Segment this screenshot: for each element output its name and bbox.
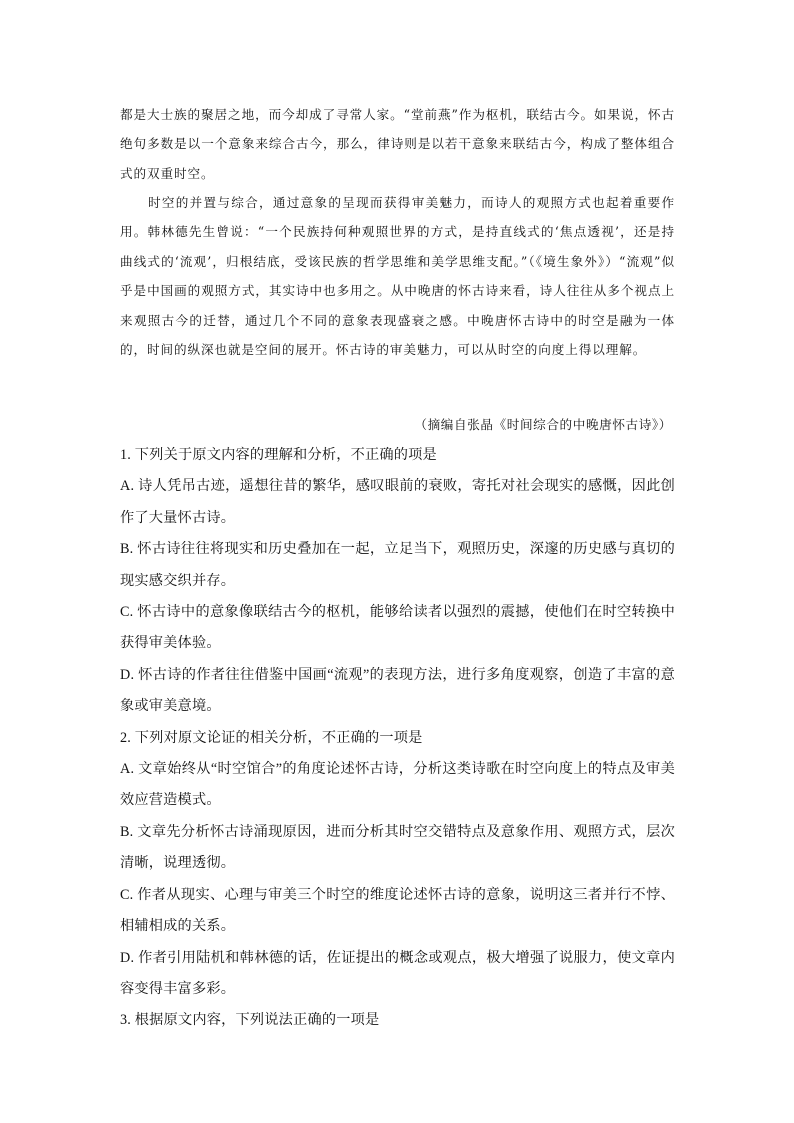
question-1 [120,440,675,723]
option-b: B. 文章先分析怀古诗涌现原因，进而分析其时空交错特点及意象作用、观照方式，层次清晰，说理透彻。 [120,823,675,872]
question-2 [120,723,675,1006]
option-d: D. 作者引用陆机和韩林德的话，佐证提出的概念或观点，极大增强了说服力，使文章内容变得丰富多彩。 [120,949,675,997]
option-b: B. 怀古诗往往将现实和历史叠加在一起，立足当下，观照历史，深邃的历史感与真切的现实感交织并存。 [120,541,675,589]
question-3 [120,1005,675,1036]
passage-paragraph-2: 时空的并置与综合，通过意象的呈现而获得审美魅力，而诗人的观照方式也起着重要作用。韩林德先生曾说：“一个民族持何种观照世界的方式，是持直线式的‘焦点透视’，还是持曲线式的‘流观’，归根结底，受该民族的哲学思维和美学思维支配。”（《境生象外》）“流观”似乎是中国画的观照方式，其实诗中也多用之。从中晚唐的怀古诗来看，诗人往往从多个视点上来观照古今的迁替，通过几个不同的意象表现盛衰之感。中晚唐怀古诗中的时空是融为一体的，时间的纵深也就是空间的展开。怀古诗的审美魅力，可以从时空的向度上得以理解。 [120,195,675,358]
question-stem: 3. 根据原文内容，下列说法正确的一项是 [120,1012,380,1029]
question-stem: 2. 下列对原文论证的相关分析，不正确的一项是 [120,729,423,746]
passage-paragraph-1: 都是大士族的聚居之地，而今却成了寻常人家。“堂前燕”作为枢机，联结古今。如果说，怀古绝句多数是以一个意象来综合古今，那么，律诗则是以若干意象来联结古今，构成了整体组合式的双重时空。 [120,107,675,181]
passage-source-citation: （摘编自张晶《时间综合的中晚唐怀古诗》） [414,417,672,432]
question-stem: 1. 下列关于原文内容的理解和分析，不正确的项是 [120,447,437,463]
option-d: D. 怀古诗的作者往往借鉴中国画“流观”的表现方法，进行多角度观察，创造了丰富的意象或审美意境。 [120,666,675,715]
questions-section [120,440,675,1037]
option-a: A. 文章始终从“时空馆合”的角度论述怀古诗，分析这类诗歌在时空向度上的特点及审美效应营造模式。 [120,761,675,809]
option-a: A. 诗人凭吊古迹，遥想往昔的繁华，感叹眼前的衰败，寄托对社会现实的感慨，因此创作了大量怀古诗。 [120,478,675,526]
option-c: C. 怀古诗中的意象像联结古今的枢机，能够给读者以强烈的震撼，使他们在时空转换中获得审美体验。 [120,604,675,652]
option-c: C. 作者从现实、心理与审美三个时空的维度论述怀古诗的意象，说明这三者并行不悖、相辅相成的关系。 [120,886,675,935]
